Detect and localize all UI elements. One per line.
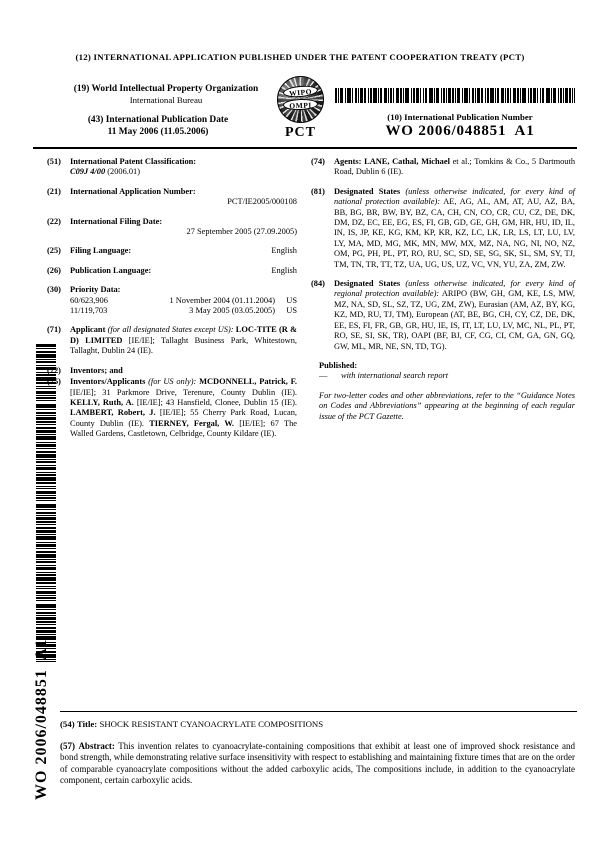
ipc-label: International Patent Classification: [70, 157, 197, 166]
inventor-name: MCDONNELL, Patrick, F. [199, 377, 298, 387]
codes-footnote: For two-letter codes and other abbreviations, refer to the “Guidance Notes on Codes and Abbreviations” appearing at the beginning of each regular issue of the PCT Gazette. [319, 390, 575, 421]
inventor-address: [IE/IE]; 67 The Walled Gardens, Castletown, Celbridge, County Kildare (IE). [70, 418, 297, 439]
field-57-abstract [60, 741, 575, 787]
sidebar-publication-number: WO 2006/048851 A1 [33, 638, 50, 800]
inventor-name: KELLY, Ruth, A. [70, 397, 134, 407]
publication-number: WO 2006/048851 A1 [385, 123, 535, 139]
priority-date: 1 November 2004 (01.11.2004) [169, 295, 275, 305]
publication-language-label: Publication Language: [70, 265, 152, 275]
wipo-org-block [52, 84, 280, 105]
inventor-address: [IE/IE]; 43 Hansfield, Clonee, Dublin 15 (IE). [136, 397, 297, 407]
header-divider [33, 147, 577, 149]
filing-date-label: International Filing Date: [70, 216, 163, 226]
priority-country: US [286, 295, 297, 305]
field-81-designated-states-national [311, 187, 575, 270]
field-51-ipc [47, 157, 297, 178]
published-dash: — [319, 371, 328, 381]
field-71-applicant [47, 325, 297, 356]
pubdate-label: International Publication Date [105, 115, 229, 125]
abstract-label: Abstract: [78, 741, 115, 751]
field-num: (54) [60, 719, 75, 729]
org-bureau: International Bureau [129, 95, 203, 105]
applicant-label: Applicant [70, 325, 106, 335]
priority-row [70, 306, 297, 316]
pct-label: PCT [285, 125, 316, 140]
filing-date-value: 27 September 2005 (27.09.2005) [186, 227, 297, 237]
publication-language-value: English [271, 265, 297, 275]
field-num: (74) [311, 157, 325, 166]
designated-regional-label: Designated States [334, 279, 401, 289]
filing-language-label: Filing Language: [70, 246, 132, 256]
field-num: (57) [60, 741, 75, 751]
inventor-name: TIERNEY, Fergal, W. [149, 418, 235, 428]
field-num: (21) [47, 186, 61, 196]
filing-language-value: English [271, 246, 297, 256]
field-72-inventors-head [47, 366, 297, 376]
wipo-logo-text-top: WIPO [283, 84, 319, 98]
invention-title: SHOCK RESISTANT CYANOACRYLATE COMPOSITIONS [99, 719, 324, 729]
designated-regional-codes: ARIPO (BW, GH, GM, KE, LS, MW, MZ, NA, SD, SL, SZ, TZ, UG, ZM, ZW), Eurasian (AM, AZ, BY, KG, KZ, MD, RU, TJ, TM), European (AT, BE, BG, CH, CY, CZ, DE, DK, EE, ES, FI, FR, GB, GR, HU, IE, IS, IT, LT, LU, LV, MC, NL, PL, PT, RO, SE, SI, SK, TR), OAPI (BF, BJ, CF, CG, CI, CM, GA, GN, GQ, GW, ML, MR, NE, SN, TD, TG). [334, 289, 575, 351]
applicant-note: (for all designated States except US): [107, 325, 234, 335]
field-54-title [60, 719, 575, 729]
field-30-priority-data [47, 285, 297, 316]
field-num: (22) [47, 216, 61, 226]
priority-number: 60/623,906 [70, 295, 108, 305]
right-column [311, 157, 575, 449]
field-num: (71) [47, 325, 61, 335]
ipc-class-code: C09J 4/00 [70, 167, 106, 177]
field-num: (51) [47, 157, 61, 166]
treaty-header: (12) INTERNATIONAL APPLICATION PUBLISHED UNDER THE PATENT COOPERATION TREATY (PCT) [75, 52, 525, 62]
published-label: Published: [319, 360, 358, 370]
designated-national-codes: AE, AG, AL, AM, AT, AU, AZ, BA, BB, BG, BR, BW, BY, BZ, CA, CH, CN, CO, CR, CU, CZ, DE, DK, DM, DZ, EC, EE, EG, ES, FI, GB, GD, GE, GH, GM, HR, HU, ID, IL, IN, IS, JP, KE, KG, KM, KP, KR, KZ, LC, LK, LR, LS, LT, LU, LV, LY, MA, MD, MG, MK, MN, MW, MX, MZ, NA, NG, NI, NO, NZ, OM, PG, PH, PL, PT, RO, RU, SC, SD, SE, SG, SK, SL, SM, SY, TJ, TM, TN, TR, TT, TZ, UA, UG, US, UZ, VC, VN, YU, ZA, ZM, ZW. [334, 197, 575, 269]
field-num: (30) [47, 285, 61, 295]
field-26-publication-language [47, 266, 297, 276]
pubdate-field-num: (43) [87, 115, 104, 125]
priority-row [70, 296, 297, 306]
field-75-inventors [47, 377, 297, 439]
field-74-agents [311, 157, 575, 178]
inventor-address: [IE/IE]; 31 Parkmore Drive, Terenure, County Dublin (IE). [70, 387, 297, 397]
inventor-name: LAMBERT, Robert, J. [70, 408, 156, 418]
inventors-label: Inventors/Applicants [70, 377, 146, 387]
application-number-label: International Application Number: [70, 186, 196, 196]
pubnum-label: International Publication Number [404, 112, 533, 122]
agents-names: LANE, Cathal, Michael [364, 157, 450, 166]
bibliographic-columns [47, 157, 575, 449]
pubdate-value: 11 May 2006 (11.05.2006) [107, 127, 209, 137]
applicant-name: LOC-TITE (R & D) LIMITED [70, 325, 297, 345]
field-25-filing-language [47, 246, 297, 256]
field-num: (81) [311, 186, 325, 196]
field-84-designated-states-regional [311, 279, 575, 352]
field-num: (84) [311, 279, 325, 289]
priority-number: 11/119,703 [70, 306, 108, 316]
designated-national-note: (unless otherwise indicated, for every kind of national protection available): [334, 186, 576, 207]
priority-data-label: Priority Data: [70, 285, 121, 295]
field-num: (75) [47, 377, 61, 387]
designated-regional-note: (unless otherwise indicated, for every kind of regional protection available): [334, 279, 576, 299]
wipo-logo-text-bottom: OMPI [283, 98, 318, 110]
inventors-note: (for US only): [148, 377, 197, 387]
field-22-filing-date [47, 217, 297, 238]
publication-barcode-icon [335, 88, 575, 108]
pubnum-field-num: (10) [387, 112, 402, 122]
published-block [311, 361, 575, 382]
agents-address: et al.; Tomkins & Co., 5 Dartmouth Road, Dublin 6 (IE). [334, 157, 576, 177]
application-number-value: PCT/IE2005/000108 [227, 197, 297, 207]
published-item: with international search report [341, 371, 449, 381]
priority-date: 3 May 2005 (03.05.2005) [189, 306, 275, 316]
title-divider [60, 711, 577, 712]
agents-label: Agents: [334, 157, 362, 166]
applicant-address: [IE/IE]; Tallaght Business Park, Whitestown, Tallaght, Dublin 24 (IE). [70, 335, 297, 356]
left-column [47, 157, 297, 449]
publication-number-block [345, 112, 575, 140]
publication-date-block [58, 114, 258, 138]
field-num: (26) [47, 265, 61, 275]
title-label: Title: [76, 719, 98, 729]
sidebar-barcode-icon [36, 344, 56, 667]
wipo-logo-icon [277, 76, 324, 123]
inventors-head-label: Inventors; and [70, 365, 123, 375]
org-name: World Intellectual Property Organization [91, 84, 259, 94]
designated-national-label: Designated States [334, 186, 401, 196]
field-num: (25) [47, 246, 61, 256]
org-field-num: (19) [73, 84, 90, 94]
inventor-address: [IE/IE]; 55 Cherry Park Road, Lucan, County Dublin (IE). [70, 408, 298, 428]
ipc-class-year: (2006.01) [107, 167, 141, 177]
abstract-text: This invention relates to cyanoacrylate-containing compositions that exhibit at least one of improved shock resistance and bond strength, while demonstrating relative surface insensitivity with respect to establishing and maintaining fixture times that are on the order of comparable cyanoacrylate compositions without the added carboxylic acids, The compositions include, in addition to the cyanoacrylate component, certain carboxylic acids. [60, 741, 576, 786]
priority-country: US [286, 306, 297, 316]
field-num: (72) [47, 365, 61, 375]
field-21-application-number [47, 187, 297, 208]
